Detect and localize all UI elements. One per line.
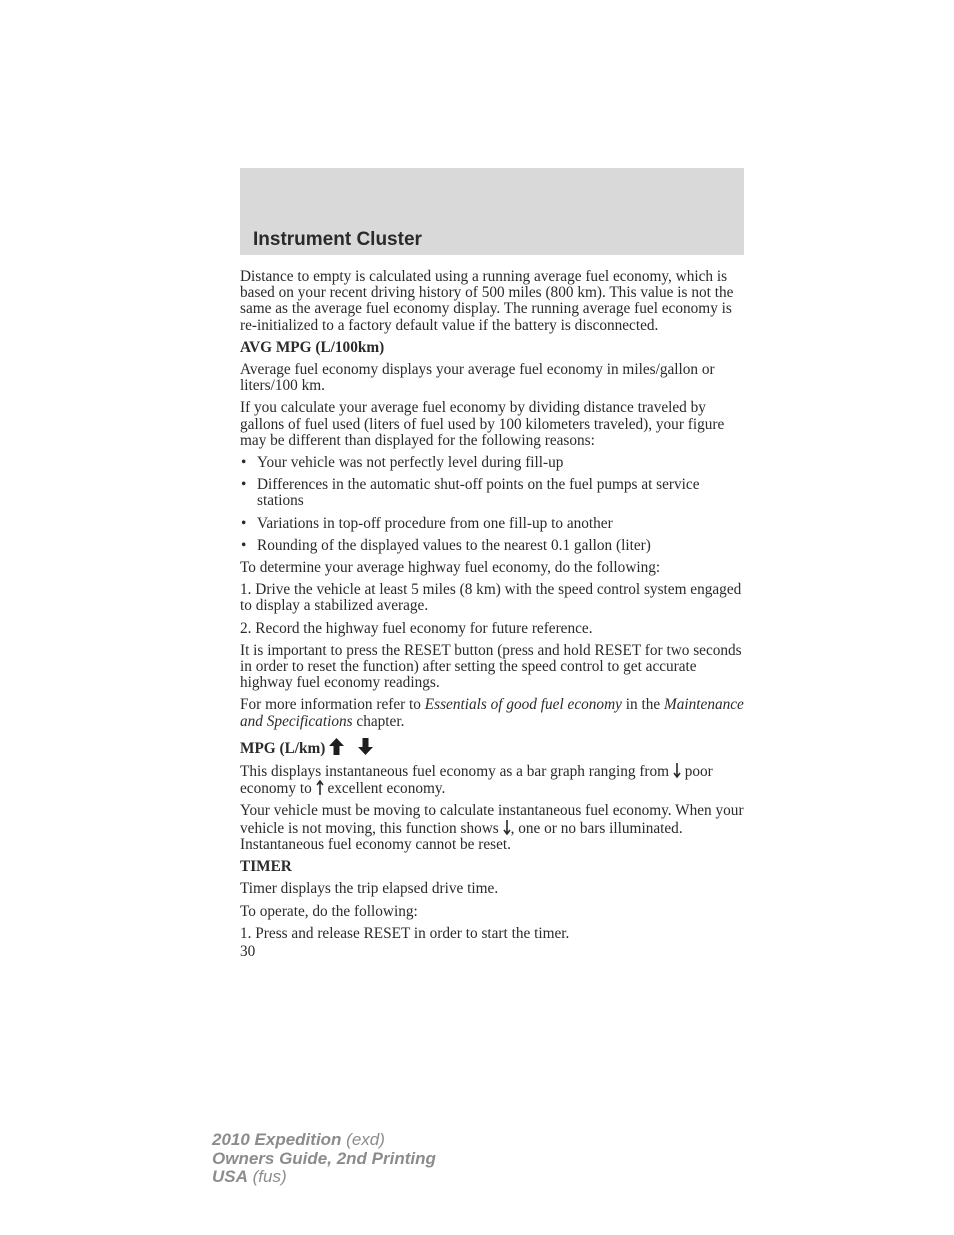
mpg-p2-part1: Your vehicle must be moving to calculate instantaneous fuel economy. When your vehicle is not moving, this function shows <box>240 802 744 837</box>
arrow-down-icon <box>358 738 373 755</box>
section-header-band <box>240 168 744 255</box>
mpg-p2-part2: , one or no bars illuminated. Instantaneous fuel economy cannot be reset. <box>240 819 683 853</box>
mpg-heading-text: MPG (L/km) <box>240 739 326 757</box>
page-number: 30 <box>240 942 256 960</box>
list-item: • Rounding of the displayed values to the nearest 0.1 gallon (liter) <box>240 538 744 554</box>
arrow-down-icon <box>673 763 681 778</box>
footer-market-code: (fus) <box>252 1167 287 1186</box>
arrow-down-icon <box>503 820 511 835</box>
avg-mpg-paragraph-1: Average fuel economy displays your average fuel economy in miles/gallon or liters/100 km. <box>240 361 715 395</box>
reset-note: It is important to press the RESET button (press and hold RESET for two seconds in order to reset the function) after setting the speed control to get accurate highway fuel economy readings. <box>240 641 742 692</box>
timer-step-1: 1. Press and release RESET in order to start the timer. <box>240 924 570 942</box>
mpg-paragraph-1 <box>240 763 744 797</box>
step-2: 2. Record the highway fuel economy for future reference. <box>240 619 593 637</box>
footer <box>212 1131 436 1187</box>
list-item: • Variations in top-off procedure from one fill-up to another <box>240 516 744 532</box>
footer-line-1 <box>212 1131 436 1150</box>
intro-paragraph: Distance to empty is calculated using a running average fuel economy, which is based on your recent driving history of 500 miles (800 km). This value is not the same as the average fuel economy display. The running average fuel economy is re-initialized to a factory default value if the battery is disconnected. <box>240 268 734 334</box>
list-item: • Your vehicle was not perfectly level during fill-up <box>240 455 744 471</box>
reference-maintenance: Maintenance and Specifications <box>240 696 744 730</box>
footer-line-3 <box>212 1168 436 1187</box>
avg-mpg-paragraph-2: If you calculate your average fuel economy by dividing distance traveled by gallons of fuel used (liters of fuel used by 100 kilometers traveled), your figure may be different than displayed for the following reasons: <box>240 399 725 449</box>
footer-market: USA <box>212 1167 248 1186</box>
more-info-prefix: For more information refer to <box>240 696 425 714</box>
avg-mpg-heading: AVG MPG (L/100km) <box>240 338 385 356</box>
reasons-list <box>240 455 744 554</box>
mpg-paragraph-2 <box>240 803 744 853</box>
mpg-p1-part3: excellent economy. <box>323 780 446 798</box>
more-info-paragraph <box>240 697 744 729</box>
timer-paragraph-2: To operate, do the following: <box>240 902 418 920</box>
mpg-heading <box>240 738 744 757</box>
arrow-up-icon <box>329 738 344 755</box>
mpg-p1-part2: poor economy to <box>240 763 713 798</box>
footer-model: 2010 Expedition <box>212 1130 342 1149</box>
highway-intro: To determine your average highway fuel economy, do the following: <box>240 559 661 577</box>
page-content <box>240 269 744 960</box>
footer-model-code: (exd) <box>346 1130 385 1149</box>
step-1: 1. Drive the vehicle at least 5 miles (8 km) with the speed control system engaged to display a stabilized average. <box>240 581 742 615</box>
more-info-middle: in the <box>621 696 664 714</box>
arrow-up-icon <box>316 780 324 795</box>
footer-guide: Owners Guide, 2nd Printing <box>212 1148 436 1168</box>
more-info-suffix: chapter. <box>352 712 405 730</box>
timer-heading: TIMER <box>240 858 292 876</box>
list-item: • Differences in the automatic shut-off points on the fuel pumps at service stations <box>240 477 744 509</box>
reference-essentials: Essentials of good fuel economy <box>424 696 622 714</box>
section-title: Instrument Cluster <box>253 229 422 250</box>
timer-paragraph-1: Timer displays the trip elapsed drive time. <box>240 880 499 898</box>
mpg-p1-part1: This displays instantaneous fuel economy as a bar graph ranging from <box>240 763 673 781</box>
